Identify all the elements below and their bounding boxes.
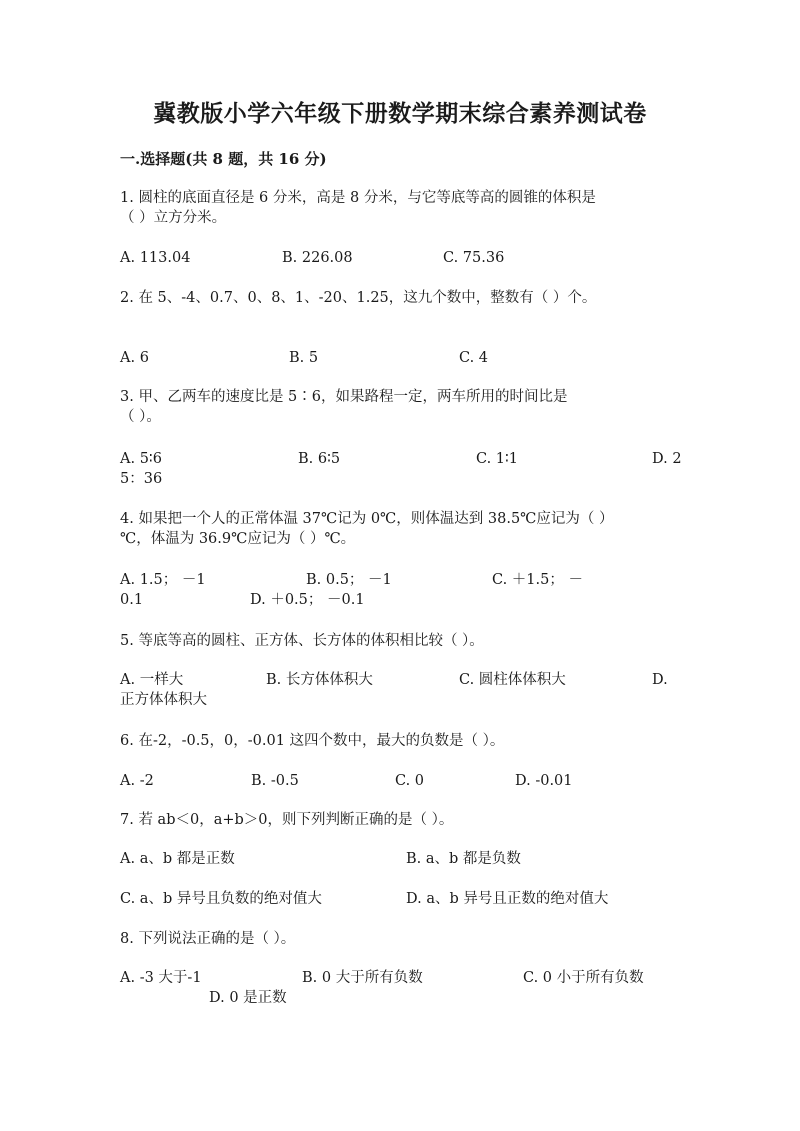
question-5-line-1: 5. 等底等高的圆柱、正方体、长方体的体积相比较（ ）。	[120, 633, 484, 649]
question-6-option-b: B. -0.5	[251, 773, 299, 789]
question-2-line-1: 2. 在 5、-4、0.7、0、8、1、-20、1.25，这九个数中，整数有（ ）个。	[120, 290, 597, 306]
question-8-line-1: 8. 下列说法正确的是（ ）。	[120, 931, 296, 947]
question-8-option-c: C. 0 小于所有负数	[523, 970, 644, 986]
question-6-option-d: D. -0.01	[515, 773, 573, 789]
question-4-line-1: 4. 如果把一个人的正常体温 37℃记为 0℃，则体温达到 38.5℃应记为（ ）	[120, 511, 614, 527]
question-4-option-d: D. ＋0.5； －0.1	[250, 592, 365, 608]
question-4-option-c: C. ＋1.5； －	[492, 572, 583, 588]
question-3-option-b: B. 6∶5	[298, 451, 341, 467]
question-1-option-b: B. 226.08	[282, 250, 353, 266]
question-5-option-d: D.	[652, 672, 668, 688]
question-6-option-c: C. 0	[395, 773, 425, 789]
section-heading: 一.选择题(共 8 题，共 16 分)	[120, 150, 327, 168]
question-7-option-c: C. a、b 异号且负数的绝对值大	[120, 891, 322, 907]
question-2-option-a: A. 6	[120, 350, 149, 366]
question-3-option-d: D. 2	[652, 451, 682, 467]
question-8-option-d: D. 0 是正数	[209, 990, 287, 1006]
question-4-option-b: B. 0.5； －1	[306, 572, 392, 588]
question-7-option-d: D. a、b 异号且正数的绝对值大	[406, 891, 609, 907]
question-6-option-a: A. -2	[120, 773, 154, 789]
question-2-option-b: B. 5	[289, 350, 319, 366]
question-1-line-1: 1. 圆柱的底面直径是 6 分米，高是 8 分米，与它等底等高的圆锥的体积是	[120, 190, 596, 206]
question-7-option-b: B. a、b 都是负数	[406, 851, 521, 867]
exam-title: 冀教版小学六年级下册数学期末综合素养测试卷	[153, 100, 647, 127]
question-2-option-c: C. 4	[459, 350, 489, 366]
question-4-option-c-continued: 0.1	[120, 592, 144, 608]
question-5-option-d-continued: 正方体体积大	[120, 692, 207, 708]
question-8-option-b: B. 0 大于所有负数	[302, 970, 423, 986]
question-3-line-2: （ ）。	[120, 409, 161, 425]
question-7-option-a: A. a、b 都是正数	[120, 851, 235, 867]
question-6-line-1: 6. 在-2，-0.5，0，-0.01 这四个数中，最大的负数是（ ）。	[120, 733, 505, 749]
question-3-line-1: 3. 甲、乙两车的速度比是 5∶6，如果路程一定，两车所用的时间比是	[120, 389, 568, 405]
question-5-option-a: A. 一样大	[120, 672, 184, 688]
question-3-option-a: A. 5∶6	[120, 451, 162, 467]
question-1-line-2: （ ）立方分米。	[120, 210, 227, 226]
question-4-option-a: A. 1.5； －1	[120, 572, 206, 588]
question-1-option-c: C. 75.36	[443, 250, 505, 266]
question-4-line-2: ℃，体温为 36.9℃应记为（ ）℃。	[120, 531, 356, 547]
question-1-option-a: A. 113.04	[120, 250, 191, 266]
question-5-option-b: B. 长方体体积大	[266, 672, 373, 688]
question-3-option-d-continued: 5：36	[120, 471, 163, 487]
question-7-line-1: 7. 若 ab＜0，a+b＞0，则下列判断正确的是（ ）。	[120, 812, 454, 828]
question-8-option-a: A. -3 大于-1	[120, 970, 202, 986]
question-5-option-c: C. 圆柱体体积大	[459, 672, 566, 688]
question-3-option-c: C. 1∶1	[476, 451, 519, 467]
